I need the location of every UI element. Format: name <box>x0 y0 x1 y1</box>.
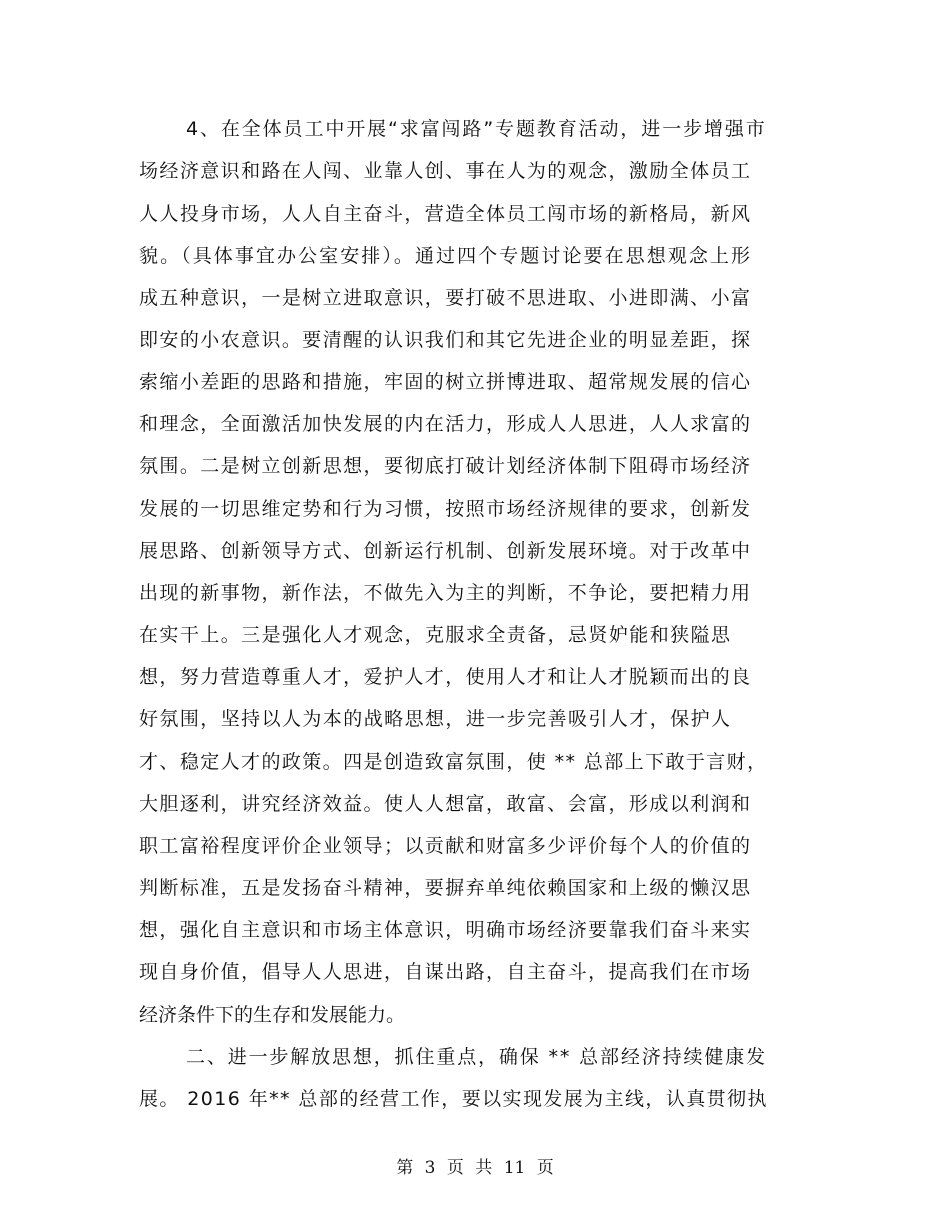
text-line: 氛围。二是树立创新思想，要彻底打破计划经济体制下阻碍市场经济 <box>139 455 752 477</box>
text-line: 好氛围，坚持以人为本的战略思想，进一步完善吸引人才，保护人 <box>139 708 732 730</box>
text-line: 展。 2016 年** 总部的经营工作，要以实现发展为主线，认真贯彻执 <box>139 1088 768 1110</box>
text-line: 想，努力营造尊重人才，爱护人才，使用人才和让人才脱颖而出的良 <box>139 666 752 688</box>
text-line: 貌。（具体事宜办公室安排）。通过四个专题讨论要在思想观念上形 <box>139 245 753 267</box>
text-line: 4、在全体员工中开展“求富闯路”专题教育活动，进一步增强市 <box>186 118 767 140</box>
text-line: 和理念，全面激活加快发展的内在活力，形成人人思进，人人求富的 <box>139 413 752 435</box>
text-line: 索缩小差距的思路和措施，牢固的树立拼博进取、超常规发展的信心 <box>139 371 752 393</box>
text-line: 二、进一步解放思想，抓住重点，确保 ** 总部经济持续健康发 <box>186 1046 767 1068</box>
text-line: 场经济意识和路在人闯、业靠人创、事在人为的观念，激励全体员工 <box>139 160 752 182</box>
text-line: 经济条件下的生存和发展能力。 <box>139 1004 406 1026</box>
text-line: 才、稳定人才的政策。四是创造致富氛围，使 ** 总部上下敢于言财， <box>139 751 768 773</box>
text-line: 展思路、创新领导方式、创新运行机制、创新发展环境。对于改革中 <box>139 540 752 562</box>
text-line: 人人投身市场，人人自主奋斗，营造全体员工闯市场的新格局，新风 <box>139 203 752 225</box>
text-line: 出现的新事物，新作法，不做先入为主的判断，不争论，要把精力用 <box>139 582 752 604</box>
text-line: 发展的一切思维定势和行为习惯，按照市场经济规律的要求，创新发 <box>139 498 752 520</box>
text-line: 判断标准，五是发扬奋斗精神，要摒弃单纯依赖国家和上级的懒汉思 <box>139 877 752 899</box>
text-line: 在实干上。三是强化人才观念，克服求全责备，忌贤妒能和狭隘思 <box>139 624 732 646</box>
text-line: 现自身价值，倡导人人思进，自谋出路，自主奋斗，提高我们在市场 <box>139 961 752 983</box>
page-footer: 第 3 页 共 11 页 <box>396 1158 554 1178</box>
text-line: 想，强化自主意识和市场主体意识，明确市场经济要靠我们奋斗来实 <box>139 919 752 941</box>
text-line: 即安的小农意识。要清醒的认识我们和其它先进企业的明显差距，探 <box>139 329 752 351</box>
text-line: 大胆逐利，讲究经济效益。使人人想富，敢富、会富，形成以利润和 <box>139 793 752 815</box>
text-line: 成五种意识，一是树立进取意识，要打破不思进取、小进即满、小富 <box>139 287 752 309</box>
text-line: 职工富裕程度评价企业领导；以贡献和财富多少评价每个人的价值的 <box>139 835 752 857</box>
